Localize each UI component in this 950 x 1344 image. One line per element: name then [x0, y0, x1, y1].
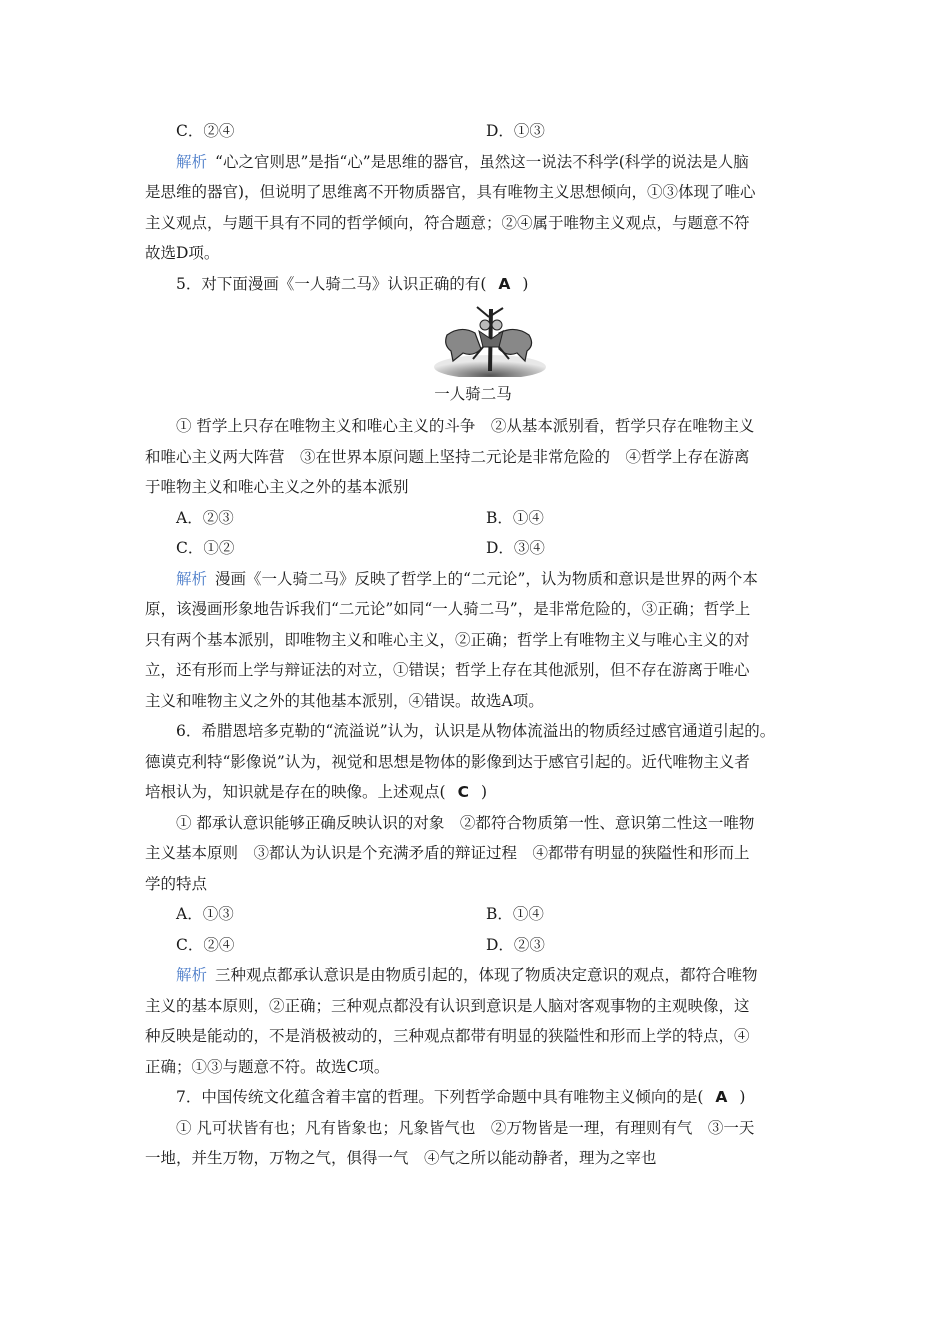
q5-analysis-line-2: 原，该漫画形象地告诉我们“二元论”如同“一人骑二马”，是非常危险的，③正确；哲学上 [145, 600, 751, 618]
cartoon-image [433, 305, 547, 377]
q5-analysis-line-1: 解析 漫画《一人骑二马》反映了哲学上的“二元论”，认为物质和意识是世界的两个本 [176, 569, 758, 588]
q5-option-a: A．②③ [176, 508, 234, 527]
q6-answer: C [457, 783, 469, 801]
q6-analysis-line-3: 种反映是能动的，不是消极被动的，三种观点都带有明显的狭隘性和形而上学的特点，④ [145, 1027, 750, 1045]
q4-analysis-line-1: 解析 “心之官则思”是指“心”是思维的器官，虽然这一说法不科学(科学的说法是人脑 [176, 152, 749, 171]
q7-stem: 7．中国传统文化蕴含着丰富的哲理。下列哲学命题中具有唯物主义倾向的是( A ) [176, 1088, 746, 1106]
q4-analysis-line-3: 主义观点，与题干具有不同的哲学倾向，符合题意；②④属于唯物主义观点，与题意不符 [145, 213, 750, 232]
q7-statement-line-2: 一地，并生万物，万物之气，俱得一气 ④气之所以能动静者，理为之宰也 [145, 1149, 657, 1167]
q7-answer: A [715, 1088, 728, 1106]
q5-analysis-line-3: 只有两个基本派别，即唯物主义和唯心主义，②正确；哲学上有唯物主义与唯心主义的对 [145, 630, 750, 649]
q6-analysis-line-2: 主义的基本原则，②正确；三种观点都没有认识到意识是人脑对客观事物的主观映像，这 [145, 996, 750, 1015]
q5-statement-line-1: ① 哲学上只存在唯物主义和唯心主义的斗争 ②从基本派别看，哲学只存在唯物主义 [176, 417, 755, 435]
analysis-label: 解析 [176, 152, 208, 171]
q6-statement-line-3: 学的特点 [145, 874, 208, 893]
q5-option-b: B．①④ [486, 508, 544, 527]
q5-statement-line-2: 和唯心主义两大阵营 ③在世界本原问题上坚持二元论是非常危险的 ④哲学上存在游离 [145, 447, 750, 466]
q6-stem-line-1: 6．希腊恩培多克勒的“流溢说”认为，认识是从物体流溢出的物质经过感官通道引起的。 [176, 722, 776, 740]
analysis-label: 解析 [176, 569, 208, 588]
q6-option-b: B．①④ [486, 905, 544, 923]
q5-options-row-2 [145, 533, 815, 564]
q6-option-d: D．②③ [486, 935, 545, 954]
figure-caption: 一人骑二马 [434, 385, 512, 403]
q5-option-c: C．①② [176, 539, 235, 557]
q5-statement-line-3: 于唯物主义和唯心主义之外的基本派别 [145, 478, 409, 496]
q6-analysis-line-4: 正确；①③与题意不符。故选C项。 [145, 1057, 390, 1076]
q6-options-row-2 [145, 930, 815, 961]
analysis-label: 解析 [176, 966, 208, 984]
q5-options-row-1 [145, 503, 815, 534]
q6-stem-line-3: 培根认为，知识就是存在的映像。上述观点( C ) [145, 783, 488, 801]
q6-option-a: A．①③ [176, 905, 234, 923]
q4-options [145, 116, 815, 147]
q6-option-c: C．②④ [176, 935, 235, 954]
q6-stem-line-2: 德谟克利特“影像说”认为，视觉和思想是物体的影像到达于感官引起的。近代唯物主义者 [145, 752, 750, 771]
q4-analysis-line-2: 是思维的器官)，但说明了思维离不开物质器官，具有唯物主义思想倾向，①③体现了唯心 [145, 183, 756, 201]
q4-option-d: D．①③ [486, 122, 545, 140]
exam-page [145, 116, 815, 1174]
q5-answer: A [498, 274, 511, 293]
q7-statement-line-1: ① 凡可状皆有也；凡有皆象也；凡象皆气也 ②万物皆是一理，有理则有气 ③一天 [176, 1118, 755, 1137]
q5-option-d: D．③④ [486, 539, 545, 557]
q4-analysis-line-4: 故选D项。 [145, 244, 220, 262]
q6-analysis-line-1: 解析 三种观点都承认意识是由物质引起的，体现了物质决定意识的观点，都符合唯物 [176, 966, 758, 984]
q5-stem: 5．对下面漫画《一人骑二马》认识正确的有( A ) [176, 274, 529, 293]
q6-options-row-1 [145, 899, 815, 930]
q5-analysis-line-5: 主义和唯物主义之外的其他基本派别，④错误。故选A项。 [145, 691, 544, 710]
q6-statement-line-1: ① 都承认意识能够正确反映认识的对象 ②都符合物质第一性、意识第二性这一唯物 [176, 813, 755, 832]
q4-option-c: C．②④ [176, 122, 235, 140]
q6-statement-line-2: 主义基本原则 ③都认为认识是个充满矛盾的辩证过程 ④都带有明显的狭隘性和形而上 [145, 844, 750, 862]
q5-analysis-line-4: 立，还有形而上学与辩证法的对立，①错误；哲学上存在其他派别，但不存在游离于唯心 [145, 661, 750, 679]
